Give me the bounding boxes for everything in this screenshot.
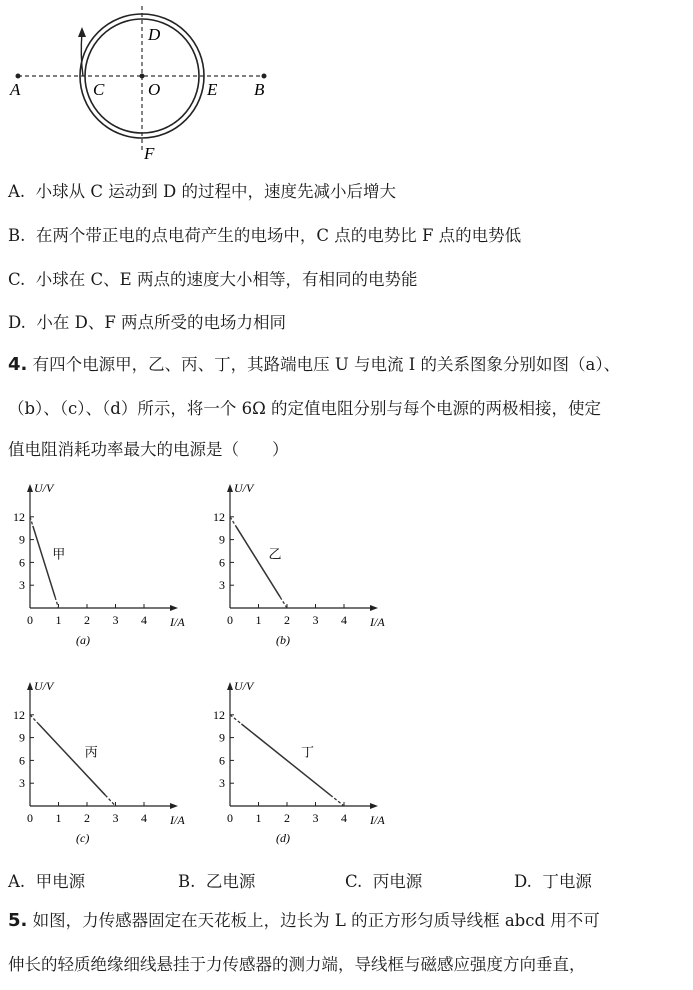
x-axis-label: I/A — [370, 813, 385, 827]
label-f: F — [144, 144, 155, 163]
label-a: A — [10, 80, 21, 99]
q5-stem-line2: 伸长的轻质绝缘细线悬挂于力传感器的测力端，导线框与磁感应强度方向垂直， — [8, 955, 586, 974]
x-tick-label: 4 — [141, 811, 147, 825]
point-o — [140, 74, 145, 79]
x-axis-arrow-icon — [370, 605, 378, 611]
series-line-dashed-start — [30, 715, 39, 724]
x-tick-label: 0 — [27, 613, 33, 627]
x-tick-label: 3 — [112, 811, 119, 825]
point-a — [16, 74, 21, 79]
x-tick-label: 1 — [255, 811, 262, 825]
y-tick-label: 9 — [219, 730, 225, 745]
y-axis-label: U/V — [34, 481, 54, 495]
chart-a — [0, 474, 200, 654]
y-axis-arrow-icon — [27, 484, 33, 492]
y-axis-label: U/V — [234, 481, 254, 495]
y-tick-label: 3 — [219, 578, 225, 593]
q4-number: 4. — [8, 354, 28, 375]
x-tick-label: 3 — [112, 613, 119, 627]
q4-option-d[interactable]: D. 丁电源 — [514, 872, 592, 891]
x-tick-label: 2 — [84, 811, 90, 825]
y-tick-label: 3 — [219, 776, 225, 791]
x-tick-label: 2 — [284, 811, 290, 825]
x-tick-label: 0 — [27, 811, 33, 825]
series-line — [236, 526, 280, 597]
series-line-dashed-end — [55, 597, 58, 608]
x-axis-arrow-icon — [170, 605, 178, 611]
series-label: 甲 — [52, 546, 66, 562]
chart-c — [0, 672, 200, 852]
y-tick-label: 3 — [19, 776, 25, 791]
q5-number: 5. — [8, 910, 28, 931]
q4-stem-line1: 4. 有四个电源甲，乙、丙、丁，其路端电压 U 与电流 I 的关系图象分别如图（a）、 — [8, 354, 621, 375]
y-axis-label: U/V — [234, 679, 254, 693]
x-tick-label: 3 — [312, 613, 319, 627]
y-tick-label: 9 — [219, 532, 225, 547]
x-tick-label: 1 — [255, 613, 262, 627]
x-tick-label: 0 — [227, 613, 233, 627]
series-line — [39, 724, 106, 795]
y-tick-label: 6 — [219, 753, 225, 768]
y-axis-arrow-icon — [227, 484, 233, 492]
series-line-dashed-start — [230, 715, 241, 724]
x-tick-label: 4 — [341, 613, 347, 627]
series-label: 乙 — [268, 546, 282, 562]
x-tick-label: 3 — [312, 811, 319, 825]
series-line-dashed-end — [330, 795, 344, 806]
x-tick-label: 1 — [55, 811, 62, 825]
y-axis-arrow-icon — [27, 682, 33, 690]
q3-option-a[interactable]: A. 小球从 C 运动到 D 的过程中，速度先减小后增大 — [8, 182, 397, 201]
chart-b — [200, 474, 400, 654]
label-o: O — [148, 80, 161, 99]
series-label: 丁 — [301, 744, 315, 760]
chart-caption: (c) — [76, 831, 90, 845]
y-tick-label: 9 — [19, 730, 25, 745]
x-tick-label: 4 — [341, 811, 347, 825]
chart-caption: (a) — [76, 633, 90, 647]
y-tick-label: 12 — [213, 707, 225, 722]
label-c: C — [93, 80, 105, 99]
x-axis-label: I/A — [370, 615, 385, 629]
y-axis-label: U/V — [34, 679, 54, 693]
series-line — [33, 526, 55, 597]
q3-option-d[interactable]: D. 小在 D、F 两点所受的电场力相同 — [8, 313, 287, 332]
series-line-dashed-end — [280, 597, 287, 608]
y-tick-label: 6 — [19, 555, 25, 570]
label-d: D — [148, 25, 161, 44]
y-tick-label: 6 — [19, 753, 25, 768]
circle-figure — [0, 0, 300, 165]
x-tick-label: 4 — [141, 613, 147, 627]
chart-caption: (b) — [276, 633, 290, 647]
x-tick-label: 2 — [84, 613, 90, 627]
label-e: E — [207, 80, 218, 99]
y-tick-label: 12 — [13, 707, 25, 722]
point-b — [262, 74, 267, 79]
q4-option-a[interactable]: A. 甲电源 — [8, 872, 86, 891]
x-tick-label: 0 — [227, 811, 233, 825]
y-tick-label: 6 — [219, 555, 225, 570]
x-tick-label: 1 — [55, 613, 62, 627]
q4-option-c[interactable]: C. 丙电源 — [345, 872, 423, 891]
q4-stem-line2: （b）、（c）、（d）所示，将一个 6Ω 的定值电阻分别与每个电源的两极相接，使定 — [8, 399, 602, 418]
y-tick-label: 9 — [19, 532, 25, 547]
series-line-dashed-end — [105, 795, 115, 806]
x-axis-label: I/A — [170, 813, 185, 827]
x-axis-label: I/A — [170, 615, 185, 629]
chart-d — [200, 672, 400, 852]
y-tick-label: 12 — [213, 509, 225, 524]
series-line — [241, 724, 330, 795]
q3-option-b[interactable]: B. 在两个带正电的点电荷产生的电场中，C 点的电势比 F 点的电势低 — [8, 226, 522, 245]
x-tick-label: 2 — [284, 613, 290, 627]
velocity-arrow — [81, 32, 83, 76]
x-axis-arrow-icon — [370, 803, 378, 809]
q5-stem-line1: 5. 如图，力传感器固定在天花板上，边长为 L 的正方形匀质导线框 abcd 用不可 — [8, 910, 600, 931]
label-b: B — [254, 80, 265, 99]
y-tick-label: 3 — [19, 578, 25, 593]
y-tick-label: 12 — [13, 509, 25, 524]
series-label: 丙 — [84, 744, 98, 760]
series-line-dashed-start — [230, 517, 236, 526]
q3-option-c[interactable]: C. 小球在 C、E 两点的速度大小相等，有相同的电势能 — [8, 270, 418, 289]
arrow-head-icon — [78, 27, 86, 37]
y-axis-arrow-icon — [227, 682, 233, 690]
q4-stem-line3: 值电阻消耗功率最大的电源是（ ） — [8, 440, 289, 459]
x-axis-arrow-icon — [170, 803, 178, 809]
chart-caption: (d) — [276, 831, 290, 845]
q4-option-b[interactable]: B. 乙电源 — [178, 872, 256, 891]
